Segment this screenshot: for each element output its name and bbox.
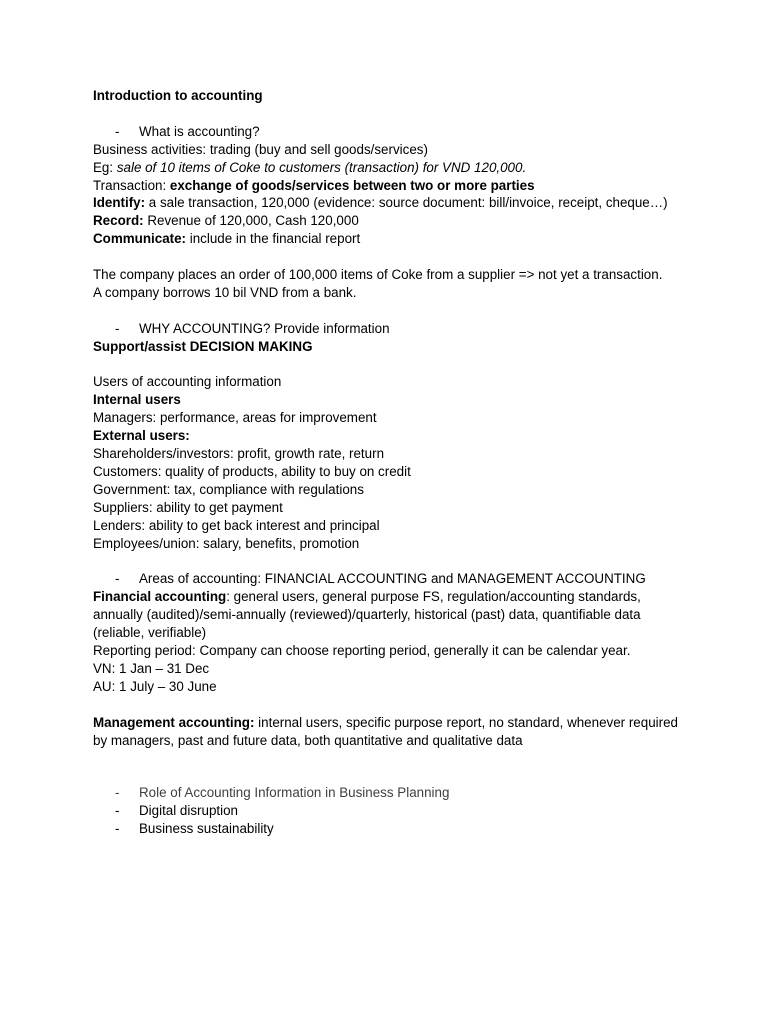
bullet-areas-of-accounting: - Areas of accounting: FINANCIAL ACCOUNTING and MANAGEMENT ACCOUNTING: [93, 570, 693, 588]
communicate-line: Communicate: include in the financial report: [93, 231, 361, 247]
external-user-item: Employees/union: salary, benefits, promotion: [93, 535, 360, 551]
blank-gap: [93, 749, 693, 784]
external-user-item: Suppliers: ability to get payment: [93, 499, 283, 515]
blank-line: [93, 553, 693, 571]
bullet-role-of-accounting: - Role of Accounting Information in Business Planning: [93, 784, 693, 802]
users-heading: Users of accounting information: [93, 374, 282, 390]
reporting-period-line: Reporting period: Company can choose reporting period, generally it can be calendar year.: [93, 643, 631, 659]
external-user-item: Lenders: ability to get back interest and principal: [93, 517, 380, 533]
external-user-item: Shareholders/investors: profit, growth rate, return: [93, 446, 385, 462]
bullet-business-sustainability: - Business sustainability: [93, 820, 693, 838]
managers-line: Managers: performance, areas for improvement: [93, 410, 377, 426]
document-title: Introduction to accounting: [93, 88, 263, 103]
blank-line: [93, 696, 693, 714]
blank-line: [93, 356, 693, 374]
document-page: [93, 87, 693, 838]
external-user-item: Government: tax, compliance with regulations: [93, 481, 364, 497]
financial-accounting-paragraph: Financial accounting: general users, general purpose FS, regulation/accounting standards, annually (audited)/semi-annually (reviewed)/quarterly, historical (past) data, quantifiable data (reliable, verifiable): [93, 589, 641, 641]
borrow-example-line: A company borrows 10 bil VND from a bank.: [93, 284, 357, 300]
vn-period-line: VN: 1 Jan – 31 Dec: [93, 660, 210, 676]
internal-users-label: Internal users: [93, 392, 181, 408]
au-period-line: AU: 1 July – 30 June: [93, 678, 217, 694]
bullet-what-is-accounting: - What is accounting?: [93, 123, 693, 141]
external-users-label: External users:: [93, 428, 190, 444]
external-user-item: Customers: quality of products, ability to buy on credit: [93, 463, 411, 479]
example-line: Eg: sale of 10 items of Coke to customers (transaction) for VND 120,000.: [93, 159, 527, 175]
decision-making-line: Support/assist DECISION MAKING: [93, 338, 313, 354]
record-line: Record: Revenue of 120,000, Cash 120,000: [93, 213, 359, 229]
order-example-line: The company places an order of 100,000 items of Coke from a supplier => not yet a transaction.: [93, 267, 663, 283]
bullet-why-accounting: - WHY ACCOUNTING? Provide information: [93, 320, 693, 338]
identify-line: Identify: a sale transaction, 120,000 (evidence: source document: bill/invoice, receipt, cheque…): [93, 195, 668, 211]
blank-line: [93, 302, 693, 320]
management-accounting-paragraph: Management accounting: internal users, specific purpose report, no standard, whenever required by managers, past and future data, both quantitative and qualitative data: [93, 714, 678, 748]
transaction-line: Transaction: exchange of goods/services between two or more parties: [93, 177, 535, 193]
blank-line: [93, 105, 693, 123]
blank-line: [93, 248, 693, 266]
business-activities-line: Business activities: trading (buy and sell goods/services): [93, 141, 428, 157]
bullet-digital-disruption: - Digital disruption: [93, 802, 693, 820]
